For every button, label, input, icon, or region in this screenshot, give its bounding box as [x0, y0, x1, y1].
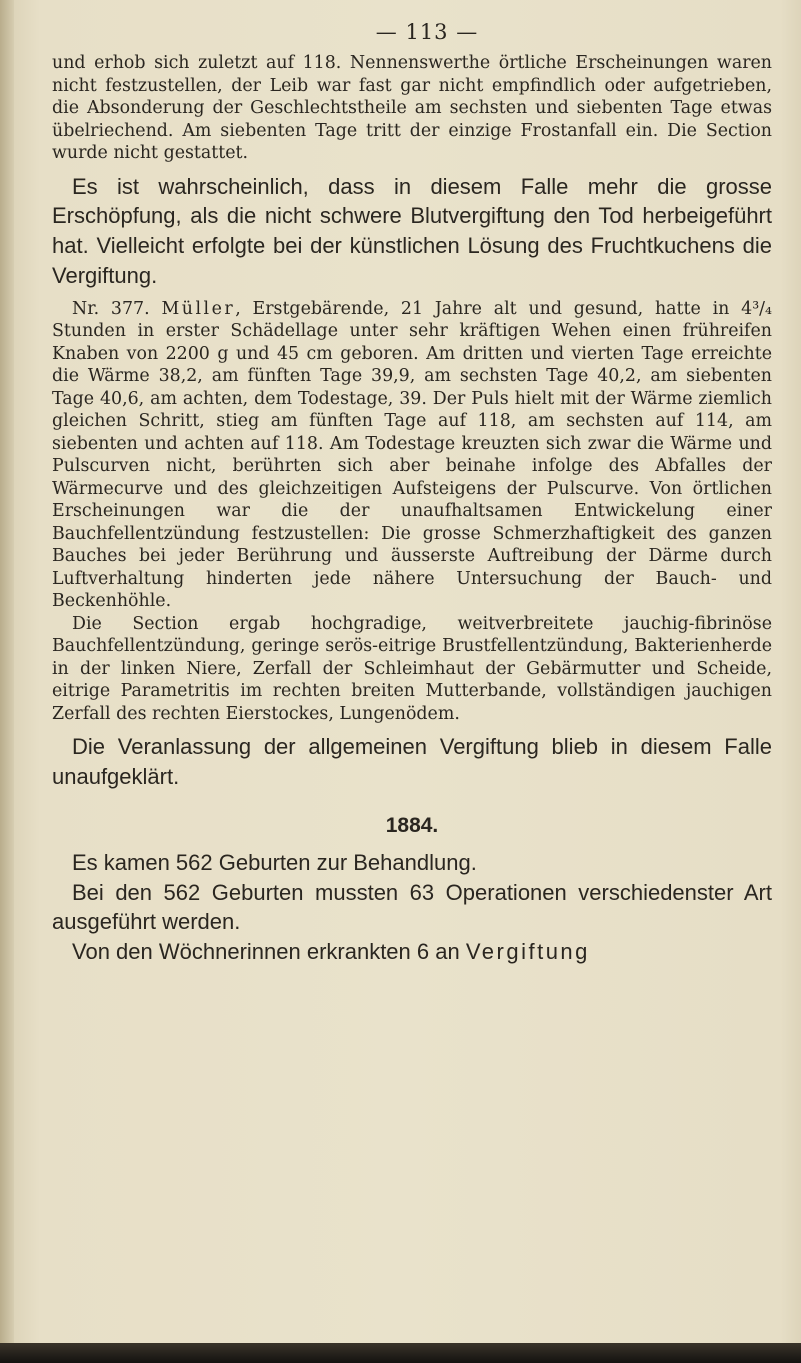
patient-name: Müller — [161, 298, 236, 319]
year-heading: 1884. — [385, 813, 439, 837]
paragraph-interpretation: Es ist wahrscheinlich, dass in diesem Falle mehr die grosse Erschöpfung, als die nicht schwere Blutvergiftung den Tod herbeigeführt hat. Vielleicht erfolgte bei der künstlichen Lösung des Fruchtkuchens die Vergiftung. — [52, 173, 772, 288]
paragraph-case-conclusion: und erhob sich zuletzt auf 118. Nennenswerthe örtliche Erscheinungen waren nicht festzustellen, der Leib war fast gar nicht empfindlich oder aufgetrieben, die Absonderung der Geschlechtstheile am sechsten und siebenten Tage etwas übelriechend. Am siebenten Tage tritt der einzige Frostanfall ein. Die Section wurde nicht gestattet. — [52, 53, 772, 163]
paragraph-births: Es kamen 562 Geburten zur Behandlung. — [72, 849, 477, 875]
paragraph-unexplained: Die Veranlassung der allgemeinen Vergiftung blieb in diesem Falle unaufgeklärt. — [52, 734, 772, 789]
paragraph-operations: Bei den 562 Geburten mussten 63 Operationen verschiedenster Art ausgeführt werden. — [52, 879, 772, 935]
illness-text: Von den Wöchnerinnen erkrankten 6 an — [72, 939, 466, 965]
paragraph-case-377 — [52, 298, 772, 613]
page-content — [52, 20, 772, 967]
page-bottom-edge — [0, 1343, 801, 1363]
page-number: — 113 — — [375, 20, 479, 44]
illness-keyword: Vergiftung — [465, 939, 590, 965]
case-description: , Erstgebärende, 21 Jahre alt und gesund, hatte in 4³/₄ Stunden in erster Schädellage unter sehr kräftigen Wehen einen frühreifen Knaben von 2200 g und 45 cm geboren. Am dritten und vierten Tage erreichte die Wärme 38,2, am fünften Tage 39,9, am sechsten Tage 40,2, am siebenten Tage 40,6, am achten, dem Todestage, 39. Der Puls hielt mit der Wärme ziemlich gleichen Schritt, stieg am fünften Tage auf 118, am sechsten auf 114, am siebenten und achten auf 118. Am Todestage kreuzten sich zwar die Wärme und Pulscurven nicht, berührten sich aber beinahe infolge des Abfalles der Wärmecurve und des gleichzeitigen Aufsteigens der Pulscurve. Von örtlichen Erscheinungen war die der unaufhaltsamen Entwickelung einer Bauchfellentzündung festzustellen: Die grosse Schmerzhaftigkeit des ganzen Bauches bei jeder Berührung und äusserste Auftreibung der Därme durch Luftverhaltung hinderten jede nähere Untersuchung der Bauch- und Beckenhöhle. — [52, 298, 773, 612]
page-spine-shadow — [0, 0, 14, 1363]
paragraph-section-findings: Die Section ergab hochgradige, weitverbreitete jauchig-fibrinöse Bauchfellentzündung, geringe serös-eitrige Brustfellentzündung, Bakterienherde in der linken Niere, Zerfall der Schleimhaut der Gebärmutter und Scheide, eitrige Parametritis im rechten breiten Mutterbande, vollständigen jauchigen Zerfall des rechten Eierstockes, Lungenödem. — [52, 613, 772, 724]
paragraph-illnesses — [52, 937, 772, 967]
case-number: Nr. 377. — [72, 298, 162, 319]
